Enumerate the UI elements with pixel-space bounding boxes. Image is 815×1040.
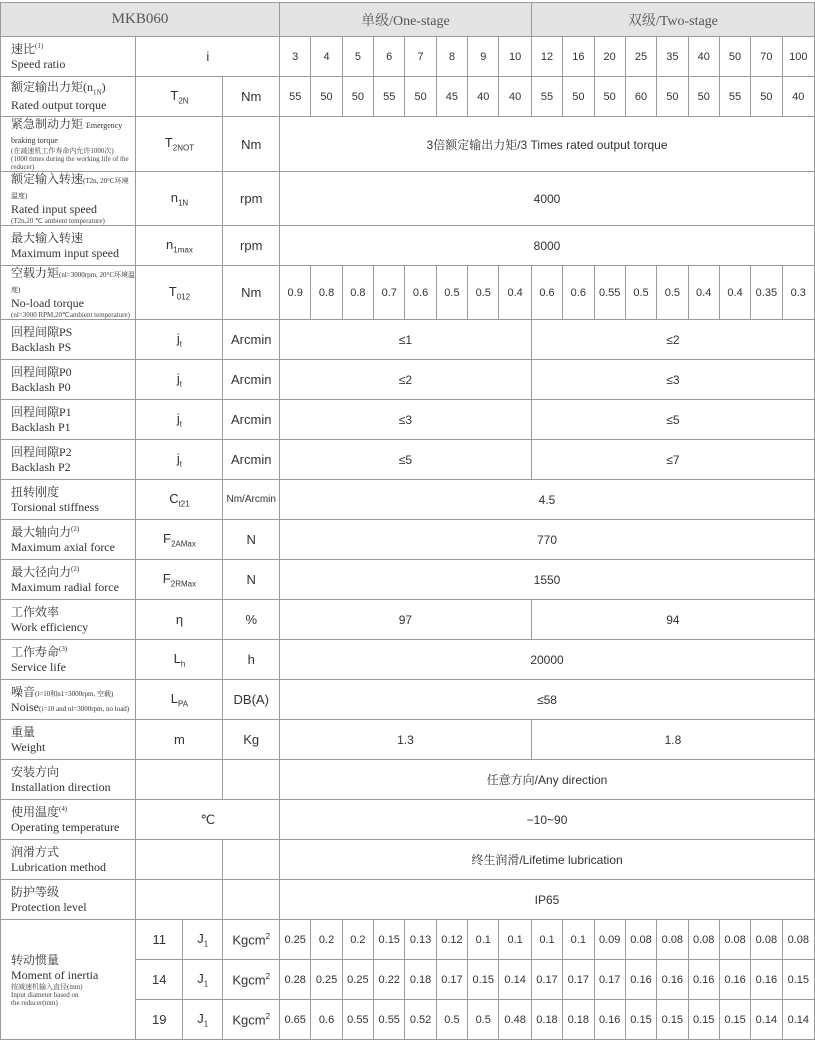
- rated-torque-symbol: $T_{2N}$: [136, 77, 223, 117]
- backlash-p1-unit: Arcmin: [223, 400, 280, 440]
- operating-temp-unit: ℃: [136, 800, 280, 840]
- inertia-label: 转动惯量 Moment of inertia 按减速机输入直径(mm) Input diameter based on the reducer(mm): [1, 920, 136, 1040]
- emergency-torque-symbol: $T_{2NOT}$: [136, 117, 223, 172]
- inertia-cell: 0.14: [782, 1000, 814, 1040]
- no-load-cell: 0.6: [531, 266, 562, 320]
- lubrication-label: 润滑方式 Lubrication method: [1, 840, 136, 880]
- weight-unit: Kg: [223, 720, 280, 760]
- inertia-cell: 0.5: [436, 1000, 467, 1040]
- inertia-cell: 0.1: [563, 920, 594, 960]
- inertia-symbol: $J_1$: [182, 1000, 222, 1040]
- operating-temp-row: [1, 800, 815, 840]
- weight-label: 重量 Weight: [1, 720, 136, 760]
- no-load-cell: 0.7: [374, 266, 405, 320]
- rated-input-speed-row: [1, 172, 815, 226]
- protection-symbol-empty: [136, 880, 223, 920]
- rated-input-speed-value: 4000: [280, 172, 815, 226]
- inertia-cell: 0.14: [751, 1000, 782, 1040]
- inertia-cell: 0.14: [499, 960, 531, 1000]
- inertia-cell: 0.18: [563, 1000, 594, 1040]
- max-axial-force-unit: N: [223, 520, 280, 560]
- backlash-p0-label: 回程间隙P0 Backlash P0: [1, 360, 136, 400]
- backlash-p1-symbol: $j_t$: [136, 400, 223, 440]
- no-load-cell: 0.5: [468, 266, 499, 320]
- installation-symbol-empty: [136, 760, 223, 800]
- ratio-cell: 25: [625, 37, 656, 77]
- inertia-cell: 0.08: [751, 920, 782, 960]
- no-load-cell: 0.6: [405, 266, 436, 320]
- noise-symbol: $L_{PA}$: [136, 680, 223, 720]
- inertia-cell: 0.16: [594, 1000, 625, 1040]
- torsional-stiffness-value: 4.5: [280, 480, 815, 520]
- torque-cell: 50: [405, 77, 436, 117]
- installation-unit-empty: [223, 760, 280, 800]
- torque-cell: 55: [719, 77, 750, 117]
- backlash-ps-two-stage: ≤2: [531, 320, 814, 360]
- inertia-symbol: $J_1$: [182, 920, 222, 960]
- emergency-torque-unit: Nm: [223, 117, 280, 172]
- inertia-cell: 0.08: [688, 920, 719, 960]
- inertia-cell: 0.17: [594, 960, 625, 1000]
- inertia-diameter: 11: [136, 920, 183, 960]
- service-life-row: [1, 640, 815, 680]
- backlash-p2-unit: Arcmin: [223, 440, 280, 480]
- inertia-unit: Kgcm$^2$: [223, 1000, 280, 1040]
- no-load-cell: 0.4: [688, 266, 719, 320]
- protection-label: 防护等级 Protection level: [1, 880, 136, 920]
- inertia-cell: 0.2: [342, 920, 373, 960]
- max-input-speed-symbol: $n_{1max}$: [136, 226, 223, 266]
- efficiency-symbol: η: [136, 600, 223, 640]
- weight-one-stage: 1.3: [280, 720, 532, 760]
- inertia-unit: Kgcm$^2$: [223, 920, 280, 960]
- ratio-cell: 9: [468, 37, 499, 77]
- inertia-cell: 0.55: [374, 1000, 405, 1040]
- protection-row: [1, 880, 815, 920]
- torsional-stiffness-unit: Nm/Arcmin: [223, 480, 280, 520]
- inertia-diameter: 19: [136, 1000, 183, 1040]
- inertia-cell: 0.15: [625, 1000, 656, 1040]
- max-radial-force-row: [1, 560, 815, 600]
- weight-symbol: m: [136, 720, 223, 760]
- emergency-torque-row: [1, 117, 815, 172]
- ratio-cell: 3: [280, 37, 311, 77]
- no-load-cell: 0.5: [436, 266, 467, 320]
- no-load-cell: 0.5: [625, 266, 656, 320]
- header-row: [1, 3, 815, 37]
- inertia-cell: 0.16: [688, 960, 719, 1000]
- lubrication-symbol-empty: [136, 840, 223, 880]
- ratio-cell: 10: [499, 37, 531, 77]
- inertia-cell: 0.65: [280, 1000, 311, 1040]
- no-load-torque-row: [1, 266, 815, 320]
- weight-row: [1, 720, 815, 760]
- max-input-speed-unit: rpm: [223, 226, 280, 266]
- max-input-speed-value: 8000: [280, 226, 815, 266]
- torque-cell: 55: [374, 77, 405, 117]
- service-life-symbol: $L_h$: [136, 640, 223, 680]
- inertia-cell: 0.55: [342, 1000, 373, 1040]
- inertia-cell: 0.18: [405, 960, 436, 1000]
- no-load-cell: 0.4: [719, 266, 750, 320]
- max-radial-force-symbol: $F_{2RMax}$: [136, 560, 223, 600]
- backlash-p2-label: 回程间隙P2 Backlash P2: [1, 440, 136, 480]
- no-load-cell: 0.3: [782, 266, 814, 320]
- no-load-cell: 0.8: [311, 266, 342, 320]
- ratio-cell: 12: [531, 37, 562, 77]
- inertia-cell: 0.15: [782, 960, 814, 1000]
- service-life-label: 工作寿命$^{(3)}$ Service life: [1, 640, 136, 680]
- lubrication-row: [1, 840, 815, 880]
- ratio-cell: 50: [719, 37, 750, 77]
- model-name: MKB060: [1, 3, 280, 37]
- max-axial-force-symbol: $F_{2AMax}$: [136, 520, 223, 560]
- operating-temp-value: −10~90: [280, 800, 815, 840]
- ratio-cell: 16: [563, 37, 594, 77]
- inertia-cell: 0.6: [311, 1000, 342, 1040]
- noise-label: 噪音(i=10和n1=3000rpm, 空载) Noise(i=10 and nl=3000rpm, no load): [1, 680, 136, 720]
- ratio-cell: 100: [782, 37, 814, 77]
- inertia-cell: 0.2: [311, 920, 342, 960]
- inertia-cell: 0.08: [782, 920, 814, 960]
- emergency-torque-value: 3倍额定输出力矩/3 Times rated output torque: [280, 117, 815, 172]
- torque-cell: 50: [657, 77, 688, 117]
- torque-cell: 55: [531, 77, 562, 117]
- rated-input-speed-unit: rpm: [223, 172, 280, 226]
- inertia-cell: 0.15: [374, 920, 405, 960]
- backlash-p2-row: [1, 440, 815, 480]
- protection-unit-empty: [223, 880, 280, 920]
- ratio-cell: 70: [751, 37, 782, 77]
- torsional-stiffness-symbol: $C_{t21}$: [136, 480, 223, 520]
- lubrication-unit-empty: [223, 840, 280, 880]
- backlash-p2-one-stage: ≤5: [280, 440, 532, 480]
- inertia-cell: 0.13: [405, 920, 436, 960]
- no-load-cell: 0.35: [751, 266, 782, 320]
- no-load-cell: 0.5: [657, 266, 688, 320]
- torque-cell: 40: [468, 77, 499, 117]
- rated-input-speed-symbol: $n_{1N}$: [136, 172, 223, 226]
- inertia-cell: 0.25: [342, 960, 373, 1000]
- protection-value: IP65: [280, 880, 815, 920]
- torque-cell: 60: [625, 77, 656, 117]
- inertia-cell: 0.15: [468, 960, 499, 1000]
- efficiency-label: 工作效率 Work efficiency: [1, 600, 136, 640]
- rated-torque-row: [1, 77, 815, 117]
- inertia-cell: 0.28: [280, 960, 311, 1000]
- backlash-p0-one-stage: ≤2: [280, 360, 532, 400]
- ratio-cell: 5: [342, 37, 373, 77]
- installation-row: [1, 760, 815, 800]
- ratio-cell: 40: [688, 37, 719, 77]
- lubrication-value: 终生润滑/Lifetime lubrication: [280, 840, 815, 880]
- inertia-cell: 0.12: [436, 920, 467, 960]
- inertia-cell: 0.09: [594, 920, 625, 960]
- backlash-p2-symbol: $j_t$: [136, 440, 223, 480]
- backlash-p1-one-stage: ≤3: [280, 400, 532, 440]
- backlash-ps-symbol: $j_t$: [136, 320, 223, 360]
- inertia-symbol: $J_1$: [182, 960, 222, 1000]
- no-load-cell: 0.8: [342, 266, 373, 320]
- torque-cell: 50: [688, 77, 719, 117]
- inertia-cell: 0.08: [719, 920, 750, 960]
- operating-temp-label: 使用温度$^{(4)}$ Operating temperature: [1, 800, 136, 840]
- backlash-ps-unit: Arcmin: [223, 320, 280, 360]
- ratio-cell: 8: [436, 37, 467, 77]
- max-input-speed-label: 最大输入转速 Maximum input speed: [1, 226, 136, 266]
- torque-cell: 40: [782, 77, 814, 117]
- no-load-torque-symbol: $T_{012}$: [136, 266, 223, 320]
- weight-two-stage: 1.8: [531, 720, 814, 760]
- ratio-cell: 7: [405, 37, 436, 77]
- speed-ratio-row: [1, 37, 815, 77]
- inertia-diameter: 14: [136, 960, 183, 1000]
- efficiency-one-stage: 97: [280, 600, 532, 640]
- inertia-cell: 0.15: [688, 1000, 719, 1040]
- inertia-cell: 0.25: [280, 920, 311, 960]
- backlash-p0-two-stage: ≤3: [531, 360, 814, 400]
- noise-unit: DB(A): [223, 680, 280, 720]
- inertia-cell: 0.48: [499, 1000, 531, 1040]
- rated-torque-label: 额定输出力矩$(n_{1N})$ Rated output torque: [1, 77, 136, 117]
- spec-table: [0, 2, 815, 1040]
- inertia-cell: 0.16: [751, 960, 782, 1000]
- torque-cell: 50: [342, 77, 373, 117]
- inertia-cell: 0.17: [531, 960, 562, 1000]
- two-stage-header: 双级/Two-stage: [531, 3, 814, 37]
- backlash-p0-row: [1, 360, 815, 400]
- inertia-cell: 0.08: [657, 920, 688, 960]
- max-radial-force-label: 最大径向力$^{(2)}$ Maximum radial force: [1, 560, 136, 600]
- inertia-cell: 0.52: [405, 1000, 436, 1040]
- backlash-p1-two-stage: ≤5: [531, 400, 814, 440]
- torque-cell: 45: [436, 77, 467, 117]
- inertia-cell: 0.17: [563, 960, 594, 1000]
- no-load-cell: 0.6: [563, 266, 594, 320]
- inertia-cell: 0.16: [657, 960, 688, 1000]
- speed-ratio-symbol: i: [136, 37, 280, 77]
- max-radial-force-value: 1550: [280, 560, 815, 600]
- max-axial-force-row: [1, 520, 815, 560]
- max-radial-force-unit: N: [223, 560, 280, 600]
- efficiency-two-stage: 94: [531, 600, 814, 640]
- emergency-torque-label: 紧急制动力矩 Emergency braking torque (在减速机工作寿命内允许1000次) (1000 times during the working life of the reducer): [1, 117, 136, 172]
- torque-cell: 50: [563, 77, 594, 117]
- rated-input-speed-label: 额定输入转速(T2n, 20°C环境温度) Rated input speed (T2n,20 ℃ ambient temperature): [1, 172, 136, 226]
- torsional-stiffness-row: [1, 480, 815, 520]
- no-load-cell: 0.55: [594, 266, 625, 320]
- torque-cell: 55: [280, 77, 311, 117]
- backlash-ps-one-stage: ≤1: [280, 320, 532, 360]
- installation-value: 任意方向/Any direction: [280, 760, 815, 800]
- ratio-cell: 4: [311, 37, 342, 77]
- noise-value: ≤58: [280, 680, 815, 720]
- inertia-row: [1, 920, 815, 960]
- no-load-torque-label: 空载力矩(nl=3000rpm, 20°C环境温度) No-load torque (nl=3000 RPM,20℃ambient temperature): [1, 266, 136, 320]
- torque-cell: 50: [311, 77, 342, 117]
- no-load-cell: 0.4: [499, 266, 531, 320]
- inertia-cell: 0.18: [531, 1000, 562, 1040]
- backlash-ps-row: [1, 320, 815, 360]
- torque-cell: 40: [499, 77, 531, 117]
- noise-row: [1, 680, 815, 720]
- service-life-value: 20000: [280, 640, 815, 680]
- no-load-cell: 0.9: [280, 266, 311, 320]
- installation-label: 安装方向 Installation direction: [1, 760, 136, 800]
- inertia-cell: 0.16: [625, 960, 656, 1000]
- ratio-cell: 20: [594, 37, 625, 77]
- max-input-speed-row: [1, 226, 815, 266]
- torque-cell: 50: [594, 77, 625, 117]
- service-life-unit: h: [223, 640, 280, 680]
- speed-ratio-label: 速比$^{(1)}$ Speed ratio: [1, 37, 136, 77]
- efficiency-row: [1, 600, 815, 640]
- inertia-cell: 0.15: [657, 1000, 688, 1040]
- backlash-ps-label: 回程间隙PS Backlash PS: [1, 320, 136, 360]
- max-axial-force-value: 770: [280, 520, 815, 560]
- inertia-cell: 0.16: [719, 960, 750, 1000]
- inertia-cell: 0.25: [311, 960, 342, 1000]
- inertia-cell: 0.17: [436, 960, 467, 1000]
- rated-torque-unit: Nm: [223, 77, 280, 117]
- backlash-p0-unit: Arcmin: [223, 360, 280, 400]
- no-load-torque-unit: Nm: [223, 266, 280, 320]
- inertia-cell: 0.15: [719, 1000, 750, 1040]
- ratio-cell: 35: [657, 37, 688, 77]
- inertia-cell: 0.22: [374, 960, 405, 1000]
- inertia-cell: 0.1: [499, 920, 531, 960]
- torque-cell: 50: [751, 77, 782, 117]
- backlash-p1-row: [1, 400, 815, 440]
- efficiency-unit: %: [223, 600, 280, 640]
- max-axial-force-label: 最大轴向力$^{(2)}$ Maximum axial force: [1, 520, 136, 560]
- ratio-cell: 6: [374, 37, 405, 77]
- inertia-cell: 0.1: [468, 920, 499, 960]
- inertia-cell: 0.5: [468, 1000, 499, 1040]
- inertia-cell: 0.1: [531, 920, 562, 960]
- torsional-stiffness-label: 扭转刚度 Torsional stiffness: [1, 480, 136, 520]
- inertia-unit: Kgcm$^2$: [223, 960, 280, 1000]
- backlash-p0-symbol: $j_t$: [136, 360, 223, 400]
- inertia-cell: 0.08: [625, 920, 656, 960]
- backlash-p1-label: 回程间隙P1 Backlash P1: [1, 400, 136, 440]
- backlash-p2-two-stage: ≤7: [531, 440, 814, 480]
- one-stage-header: 单级/One-stage: [280, 3, 532, 37]
